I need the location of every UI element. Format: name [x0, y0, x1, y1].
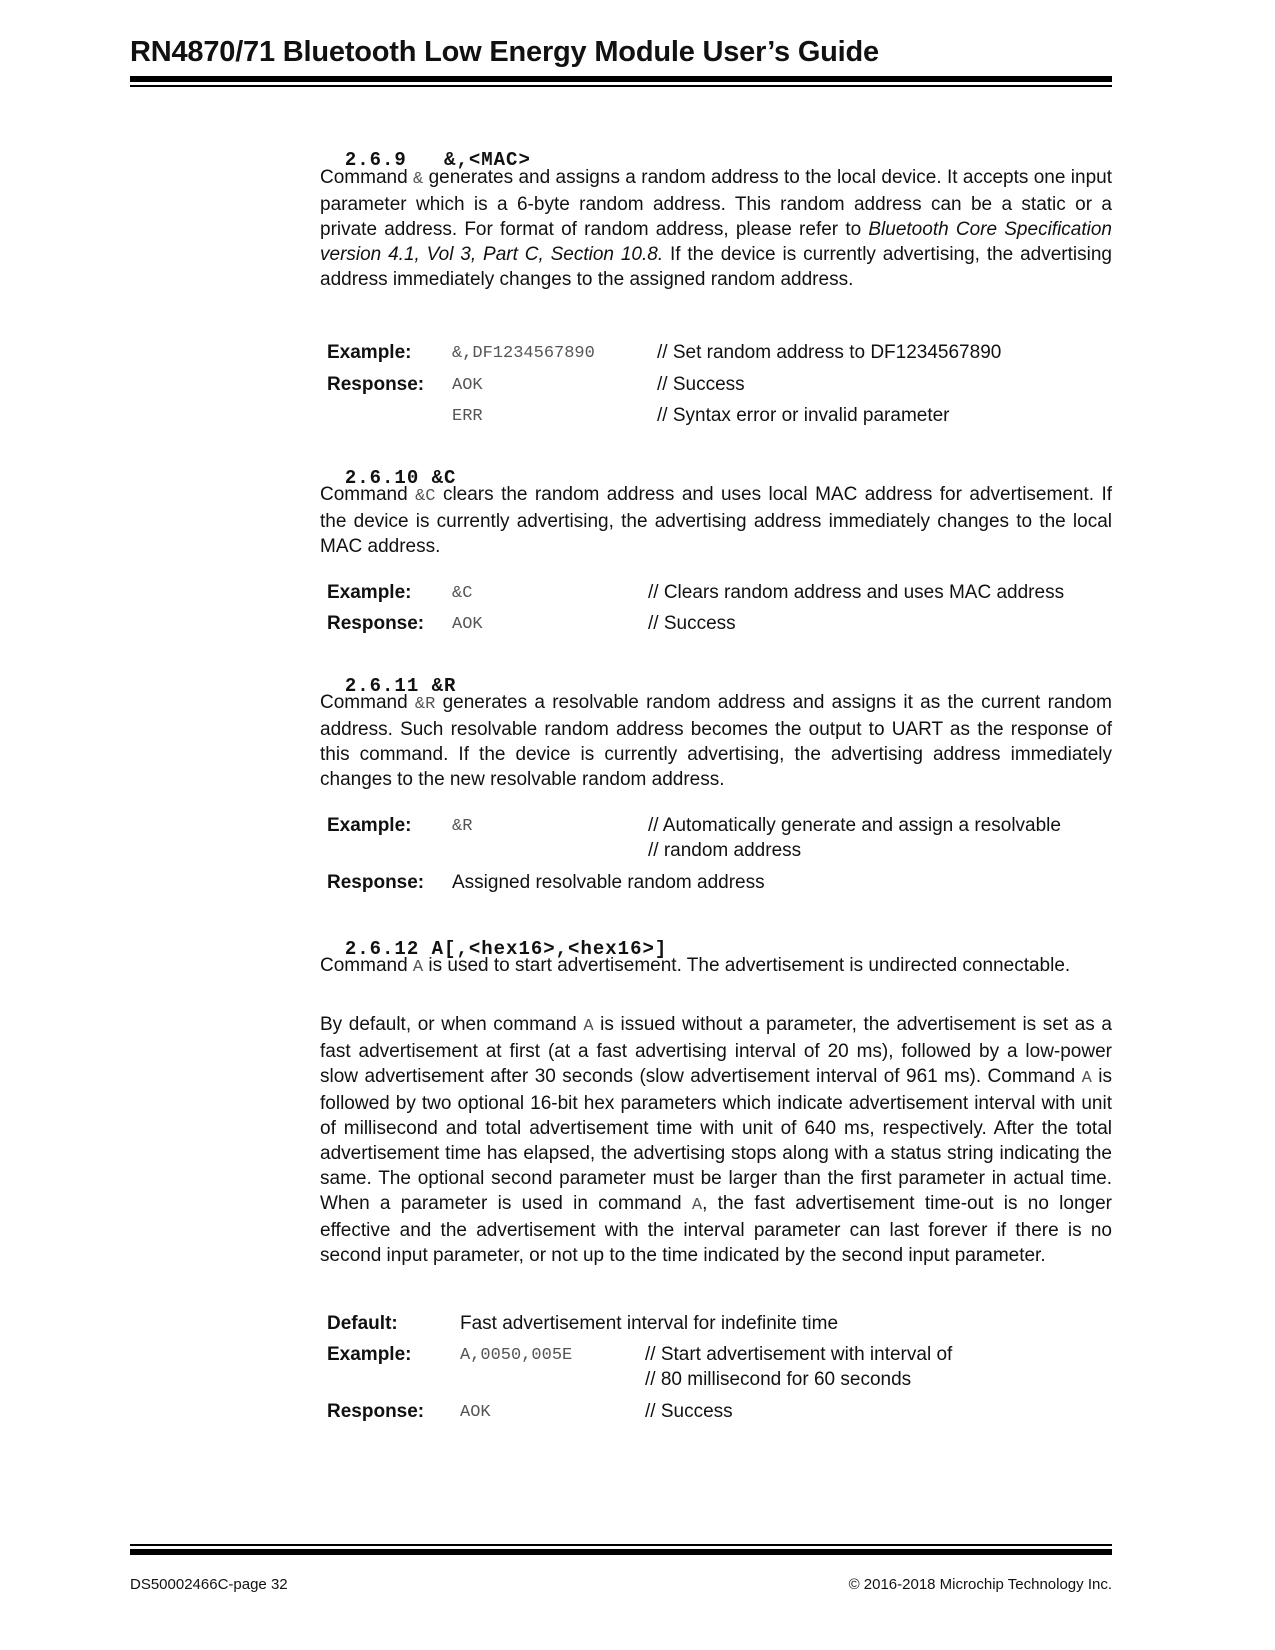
page-title: RN4870/71 Bluetooth Low Energy Module User’s Guide [130, 36, 879, 68]
example-label: Example: [327, 582, 412, 603]
header-rule-thick [130, 76, 1112, 82]
section-number: 2.6.11 [344, 675, 420, 697]
section-2-6-12-paragraph-2: By default, or when command A is issued without a parameter, the advertisement is set as a fast advertisement at first (at a fast advertising interval of 20 ms), followed by a low-power slow advertisement after 30 seconds (slow advertisement interval of 961 ms). Command A is followed by two optional 16-bit hex parameters which indicate advertisement interval with unit of millisecond and total advertisement time with unit of 640 ms, respectively. After the total advertisement time has elapsed, the advertising stops along with a status string indicating the same. The optional second parameter must be larger than the first parameter in actual time. When a parameter is used in command A, the fast advertisement time-out is no longer effective and the advertisement with the interval parameter can last forever if there is no second input parameter, or not up to the time indicated by the second input parameter. [320, 1014, 1113, 1266]
footer-rule-thick [130, 1549, 1112, 1555]
response-comment: // Success [648, 613, 736, 634]
spec-reference: Bluetooth Core Specification version 4.1, Vol 3, Part C, Section 10.8. [320, 219, 1112, 265]
default-text: Fast advertisement interval for indefinite time [460, 1313, 839, 1334]
response-text: Assigned resolvable random address [452, 872, 765, 893]
inline-code: A [412, 958, 424, 977]
example-comment: // 80 millisecond for 60 seconds [645, 1369, 912, 1390]
example-comment: // Automatically generate and assign a resolvable [648, 815, 1061, 836]
example-code: &R [452, 817, 473, 836]
example-label: Example: [327, 342, 412, 363]
response-comment: // Success [645, 1401, 733, 1422]
response-comment: // Success [657, 374, 745, 395]
response-label: Response: [327, 872, 425, 893]
footer-rule-thin [130, 1544, 1112, 1546]
section-command: &R [431, 675, 457, 697]
inline-code: &C [415, 487, 436, 506]
example-code: &,DF1234567890 [452, 344, 595, 363]
response-code: AOK [452, 615, 483, 634]
footer-doc-number: DS50002466C-page 32 [130, 1576, 288, 1593]
header-rule-thin [130, 85, 1112, 87]
example-label: Example: [327, 815, 412, 836]
response-code: AOK [460, 1403, 491, 1422]
example-code: &C [452, 584, 473, 603]
response-label: Response: [327, 374, 425, 395]
example-comment: // Clears random address and uses MAC address [648, 582, 1065, 603]
inline-code: &R [414, 695, 436, 714]
example-comment: // Set random address to DF1234567890 [657, 342, 1002, 363]
example-comment: // Start advertisement with interval of [645, 1344, 953, 1365]
section-2-6-12-paragraph-1: Command A is used to start advertisement. The advertisement is undirected connectable. [320, 955, 1071, 977]
section-2-6-9-paragraph: Command & generates and assigns a random address to the local device. It accepts one input parameter which is a 6-byte random address. This random address can be a static or a private address. For format of random address, please refer to Bluetooth Core Specification version 4.1, Vol 3, Part C, Section 10.8. If the device is currently advertising, the advertising address immediately changes to the assigned random address. [320, 167, 1113, 290]
inline-code: A [1081, 1069, 1092, 1088]
section-2-6-10-paragraph: Command &C clears the random address and uses local MAC address for advertisement. If the device is currently advertising, the advertising address immediately changes to the local MAC address. [320, 484, 1113, 557]
example-code: A,0050,005E [460, 1346, 573, 1365]
response-code: AOK [452, 376, 483, 395]
default-label: Default: [327, 1313, 398, 1334]
inline-code: & [413, 170, 424, 189]
response-label: Response: [327, 1401, 425, 1422]
section-2-6-11-paragraph: Command &R generates a resolvable random address and assigns it as the current random address. Such resolvable random address becomes the output to UART as the response of this command. If the device is currently advertising, the advertising address immediately changes to the new resolvable random address. [320, 692, 1112, 790]
section-command: A[,<hex16>,<hex16>] [431, 938, 668, 960]
response-code: ERR [452, 407, 483, 426]
section-command: &,<MAC> [444, 149, 531, 171]
example-label: Example: [327, 1344, 412, 1365]
section-number: 2.6.9 [344, 149, 407, 171]
section-command: &C [431, 467, 457, 489]
footer-copyright: © 2016-2018 Microchip Technology Inc. [848, 1576, 1112, 1593]
inline-code: A [691, 1196, 703, 1215]
section-number: 2.6.10 [344, 467, 420, 489]
inline-code: A [583, 1017, 594, 1036]
section-number: 2.6.12 [344, 938, 420, 960]
response-comment: // Syntax error or invalid parameter [657, 405, 950, 426]
example-comment: // random address [648, 840, 802, 861]
response-label: Response: [327, 613, 425, 634]
